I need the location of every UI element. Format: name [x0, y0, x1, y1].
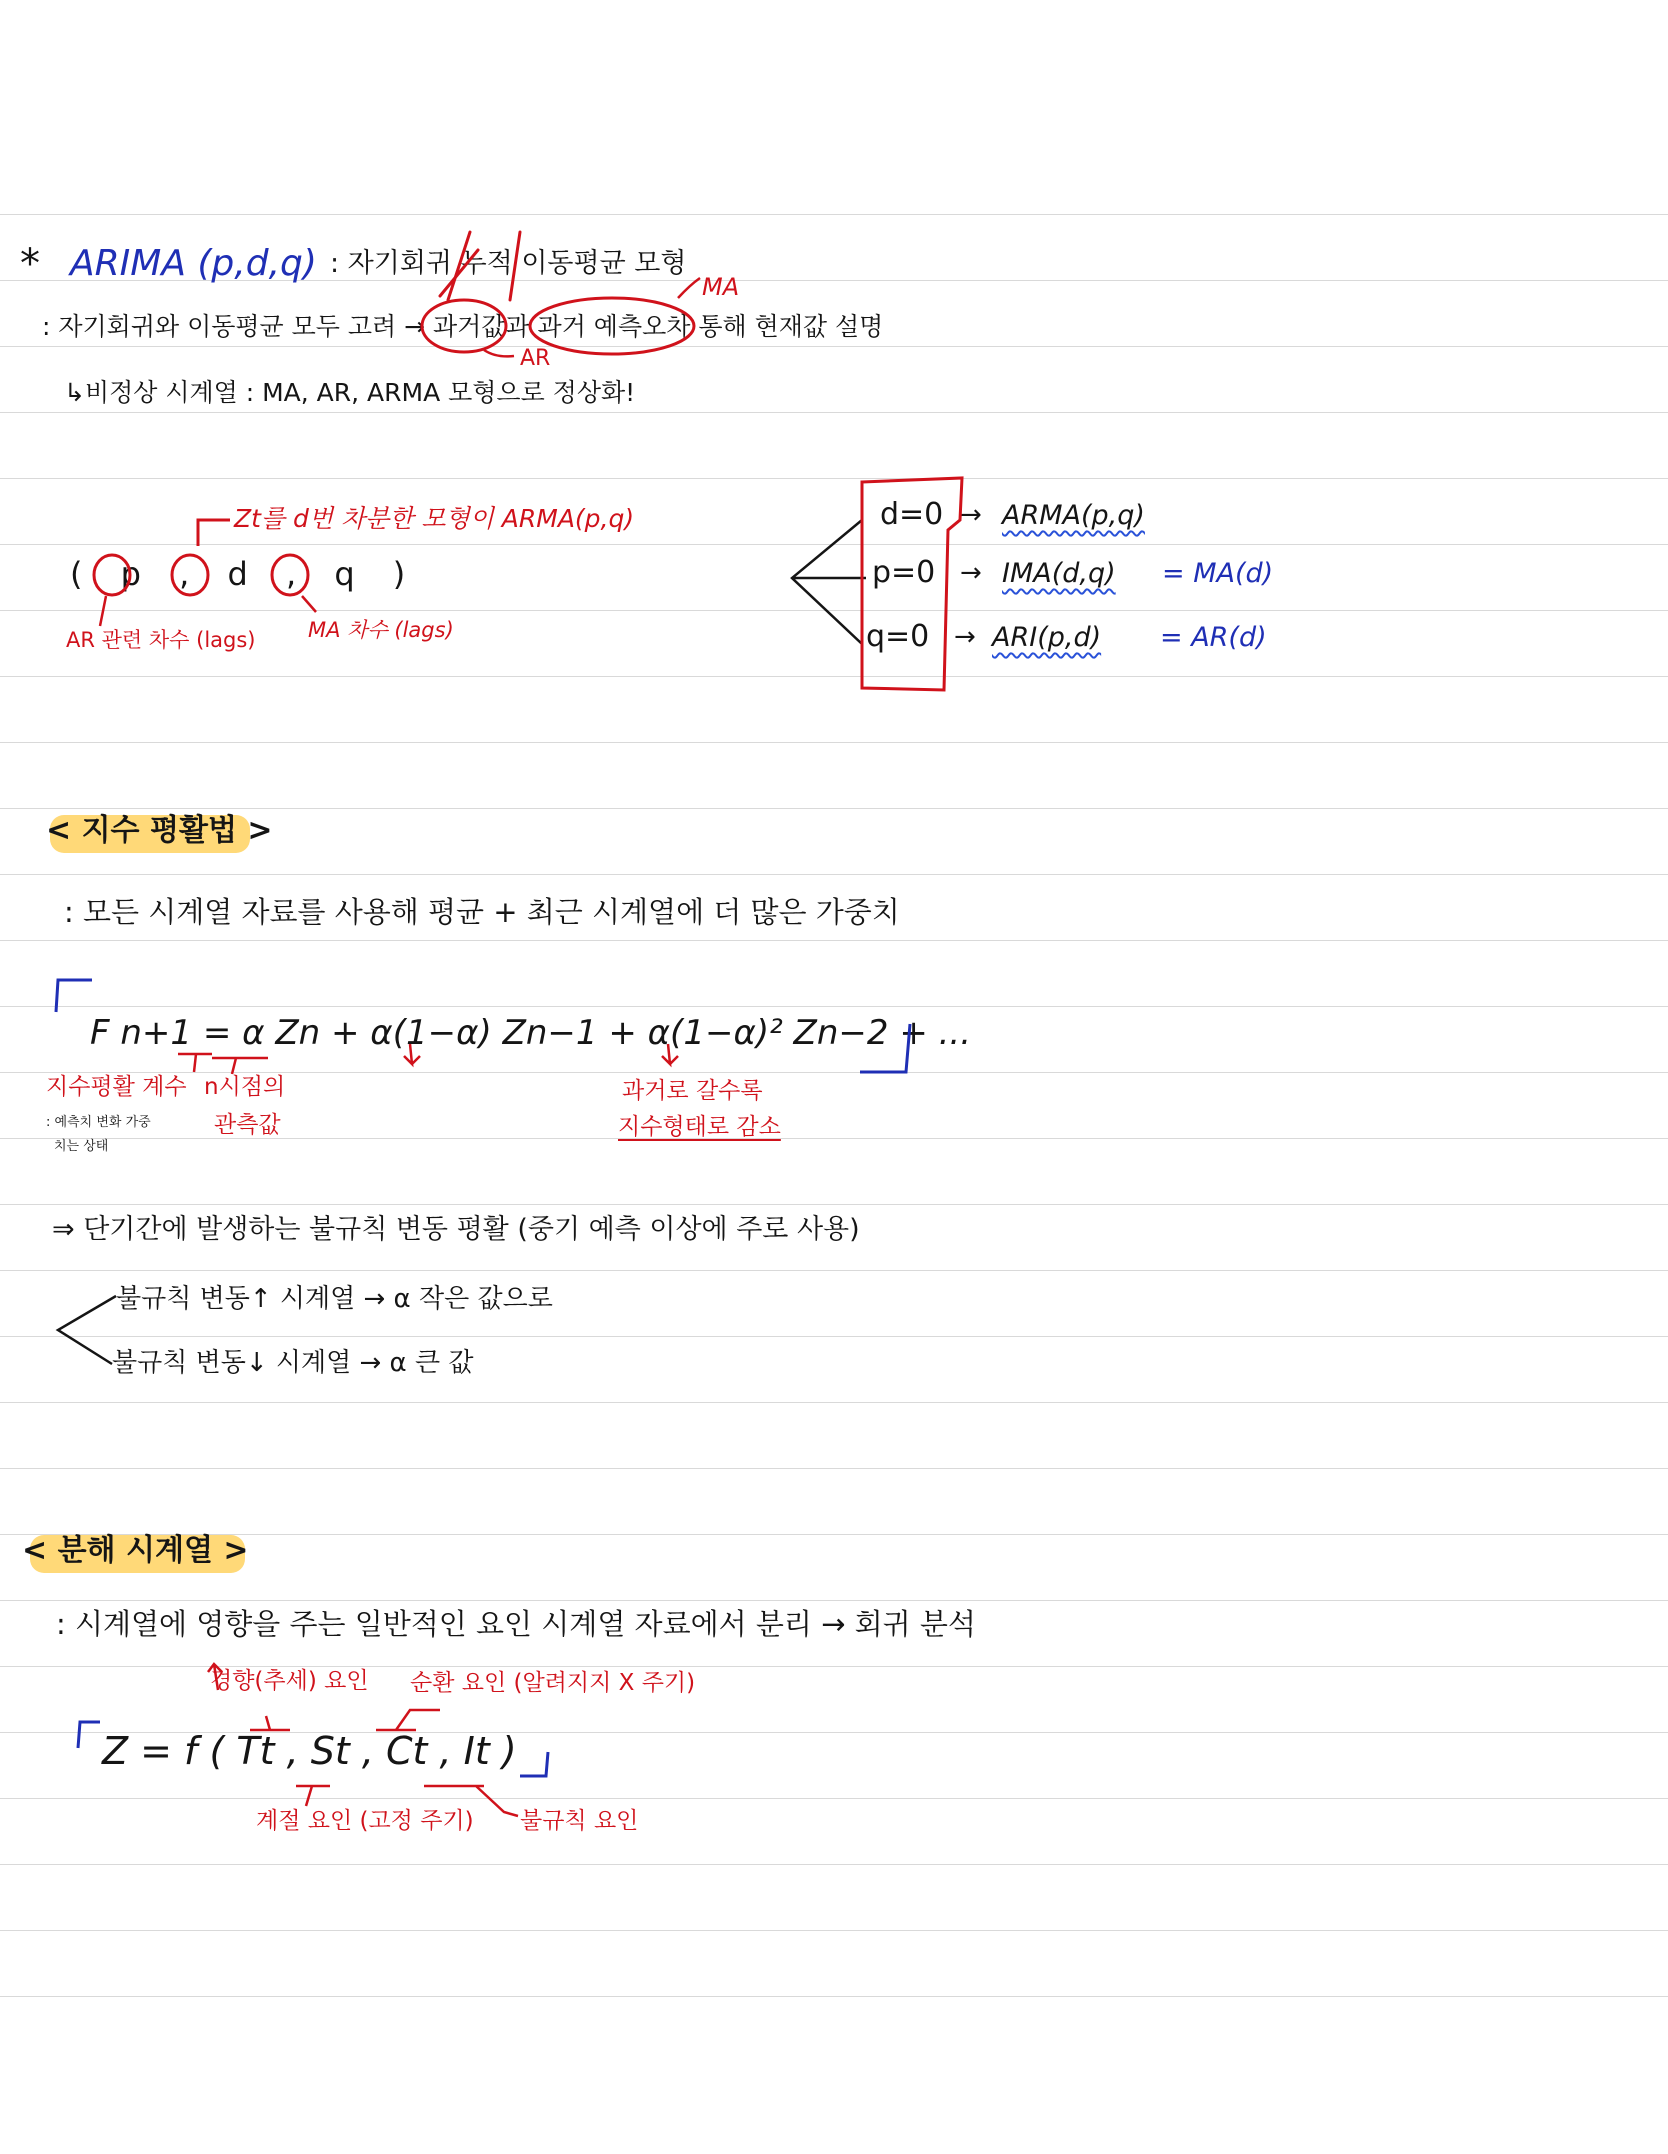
case-fork [792, 520, 866, 644]
ar-arrow [484, 350, 514, 356]
exp-desc: : 모든 시계열 자료를 사용해 평균 + 최근 시계열에 더 많은 가중치 [64, 895, 900, 929]
arima-line-1: : 자기회귀와 이동평균 모두 고려 → 과거값과 과거 예측오차 통해 현재값 설명 [42, 312, 884, 341]
trend-note: 경향(추세) 요인 [210, 1668, 369, 1694]
season-note: 계절 요인 (고정 주기) [256, 1808, 474, 1834]
ma-order-note: MA 차수 (lags) [308, 618, 454, 642]
zn-note-1: n시점의 [204, 1074, 286, 1100]
case-arrow: → [960, 500, 982, 530]
exp-heading: < 지수 평활법 > [46, 813, 273, 848]
decomp-bracket-close [520, 1752, 548, 1776]
formula-bracket-open [56, 980, 92, 1012]
decay-note-1: 과거로 갈수록 [622, 1078, 763, 1104]
bullet-star: * [20, 241, 40, 287]
decay-note-2: 지수형태로 감소 [618, 1114, 781, 1140]
case-arrow: → [960, 558, 982, 588]
arima-title-desc: : 자기회귀 누적 이동평균 모형 [330, 248, 687, 279]
alpha-note: 지수평활 계수 [46, 1074, 187, 1100]
case-equivalent: = AR(d) [1160, 622, 1267, 653]
decomp-desc: : 시계열에 영향을 주는 일반적인 요인 시계열 자료에서 분리 → 회귀 분석 [56, 1607, 976, 1641]
ma-tag: MA [702, 273, 740, 301]
ar-tag: AR [520, 346, 551, 371]
case-arrow: → [954, 622, 976, 652]
cycle-note: 순환 요인 (알려지지 X 주기) [410, 1670, 696, 1696]
case-equivalent: = MA(d) [1162, 558, 1274, 589]
exp-formula: F n+1 = α Zn + α(1−α) Zn−1 + α(1−α)² Zn−2 + ... [90, 1013, 972, 1053]
exp-branch-2: 불규칙 변동↓ 시계열 → α 큰 값 [112, 1348, 474, 1378]
case-model: ARMA(p,q) [1002, 500, 1145, 531]
p-leader [100, 596, 106, 626]
case-condition: d=0 [880, 497, 944, 532]
arima-line-2: ↳비정상 시계열 : MA, AR, ARMA 모형으로 정상화! [64, 378, 636, 407]
ar-order-note: AR 관련 차수 (lags) [66, 628, 256, 652]
smoothing-fork [58, 1296, 116, 1364]
alpha-subnote-1: : 예측치 변화 가중 [46, 1115, 151, 1130]
exp-branch-1: 불규칙 변동↑ 시계열 → α 작은 값으로 [116, 1284, 553, 1314]
case-model: IMA(d,q) [1002, 558, 1116, 589]
case-condition: q=0 [866, 619, 930, 654]
param-leader [198, 520, 230, 546]
param-top-note: Zt를 d번 차분한 모형이 ARMA(p,q) [234, 504, 635, 533]
zn-note-2: 관측값 [214, 1112, 281, 1138]
decomp-formula: Z = f ( Tt , St , Ct , It ) [102, 1729, 517, 1773]
decomp-bracket-open [78, 1722, 100, 1748]
exp-usage: ⇒ 단기간에 발생하는 불규칙 변동 평활 (중기 예측 이상에 주로 사용) [52, 1214, 860, 1245]
arima-title: ARIMA (p,d,q) [70, 243, 317, 284]
case-condition: p=0 [872, 555, 936, 590]
decomp-heading: < 분해 시계열 > [22, 1533, 249, 1568]
case-model: ARI(p,d) [992, 622, 1102, 653]
ma-arrow [678, 278, 700, 298]
params-tuple: ( p , d , q ) [70, 555, 420, 593]
irregular-note: 불규칙 요인 [520, 1808, 639, 1834]
alpha-subnote-2: 치는 상태 [54, 1139, 109, 1154]
